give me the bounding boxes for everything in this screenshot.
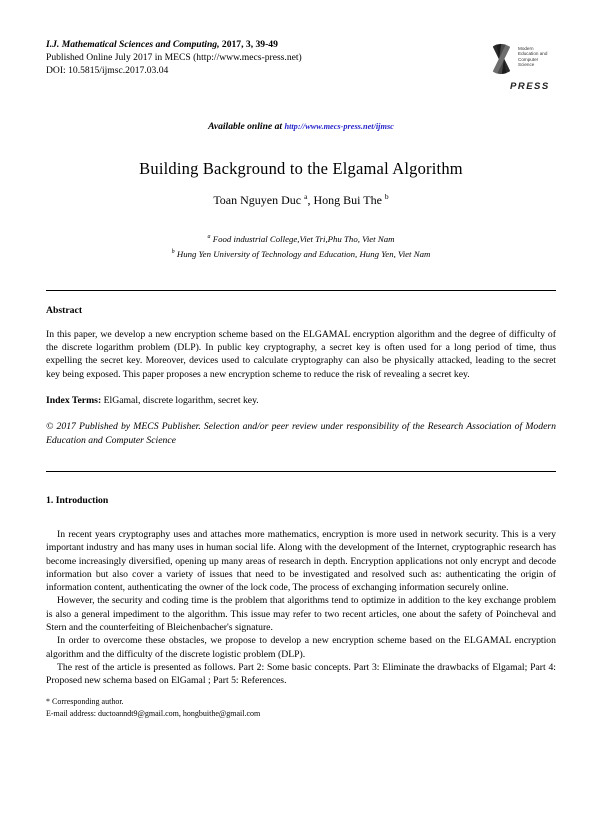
journal-line <box>46 38 302 51</box>
divider-top <box>46 290 556 291</box>
affiliations <box>46 231 556 261</box>
introduction-body <box>46 528 556 688</box>
introduction-heading: 1. Introduction <box>46 494 109 506</box>
journal-header <box>46 38 302 77</box>
logo-top <box>484 40 552 85</box>
intro-paragraph-3: In order to overcome these obstacles, we propose to develop a new encryption scheme based on the ELGAMAL encryption algorithm and the difficulty of the discrete logistic problem (DLP). <box>46 635 556 660</box>
intro-paragraph-1: In recent years cryptography uses and attaches more mathematics, encryption is more used in network security. This is a very important industry and has many uses in human social life. Along with the development of the Internet, cryptographic research has become increasingly diversified, opening up many areas of research in depth. Encryption applications not only encrypt and decode information but also cover a variety of issues that need to be investigated and resolved such as: authenticating the origin of information content, authenticating the owner of the lock code, The process of exchanging information securely online. <box>46 528 556 594</box>
copyright-notice: © 2017 Published by MECS Publisher. Selection and/or peer review under responsibility of the Research Association of Modern Education and Computer Science <box>46 421 556 446</box>
author-2: Hong Bui The <box>313 193 382 207</box>
available-prefix: Available online at <box>208 121 285 132</box>
affiliation-2 <box>46 246 556 261</box>
footnote-corresponding: * Corresponding author. <box>46 697 124 706</box>
author-2-sup: b <box>384 192 389 201</box>
journal-name: I.J. Mathematical Sciences and Computing, <box>46 39 220 50</box>
book-icon <box>484 40 518 85</box>
index-terms-line <box>46 394 556 407</box>
available-online-line <box>46 121 556 132</box>
header <box>46 38 556 92</box>
author-1-sup: a <box>304 192 308 201</box>
logo-press-label: PRESS <box>510 81 550 92</box>
footnote <box>46 696 260 719</box>
author-1: Toan Nguyen Duc <box>213 193 302 207</box>
affiliation-1 <box>46 231 556 246</box>
abstract-body: In this paper, we develop a new encryption scheme based on the ELGAMAL encryption algorithm and the degree of difficulty of the discrete logarithm problem (DLP). In public key cryptography, a secret key is often used for a long period of time, thus expelling the secret key. Moreover, devices used to calculate cryptography can also be physically attacked, leading to the secret key being exposed. This paper proposes a new encryption scheme to reduce the risk of revealing a secret key. <box>46 328 556 380</box>
available-url-link[interactable]: http://www.mecs-press.net/ijmsc <box>284 122 394 131</box>
affiliation-2-sup: b <box>171 248 175 255</box>
author-separator: , <box>307 193 314 207</box>
intro-paragraph-4: The rest of the article is presented as follows. Part 2: Some basic concepts. Part 3: Eliminate the drawbacks of Elgamal; Part 4: Proposed new schema based on ElGamal ; Part 5: References. <box>46 661 556 687</box>
journal-issue: 2017, 3, 39-49 <box>219 39 278 50</box>
affiliation-1-text: Food industrial College,Viet Tri,Phu Tho, Viet Nam <box>210 233 395 244</box>
abstract-heading: Abstract <box>46 304 83 316</box>
authors-line <box>46 192 556 208</box>
divider-mid <box>46 471 556 472</box>
index-terms-label: Index Terms: <box>46 395 102 407</box>
doi-line: DOI: 10.5815/ijmsc.2017.03.04 <box>46 65 169 76</box>
published-line: Published Online July 2017 in MECS (http://www.mecs-press.net) <box>46 52 302 63</box>
index-terms-text: ElGamal, discrete logarithm, secret key. <box>101 395 259 407</box>
footnote-email: E-mail address: ductoanndt9@gmail.com, hongbuithe@gmail.com <box>46 708 261 718</box>
affiliation-1-sup: a <box>207 234 211 240</box>
mecs-logo <box>484 40 556 92</box>
intro-paragraph-2: However, the security and coding time is the problem that algorithms tend to optimize in addition to the key exchange problem is also a general impediment to the algorithm. This issue may refer to two recent articles, one about the safety of Poincheval and Stern and the counterfeiting of Bleichenbacher's signature. <box>46 595 556 633</box>
paper-title: Building Background to the Elgamal Algorithm <box>139 159 463 178</box>
logo-publisher-name: Modern Education and Computer Science <box>518 46 548 68</box>
affiliation-2-text: Hung Yen University of Technology and Education, Hung Yen, Viet Nam <box>174 248 431 259</box>
